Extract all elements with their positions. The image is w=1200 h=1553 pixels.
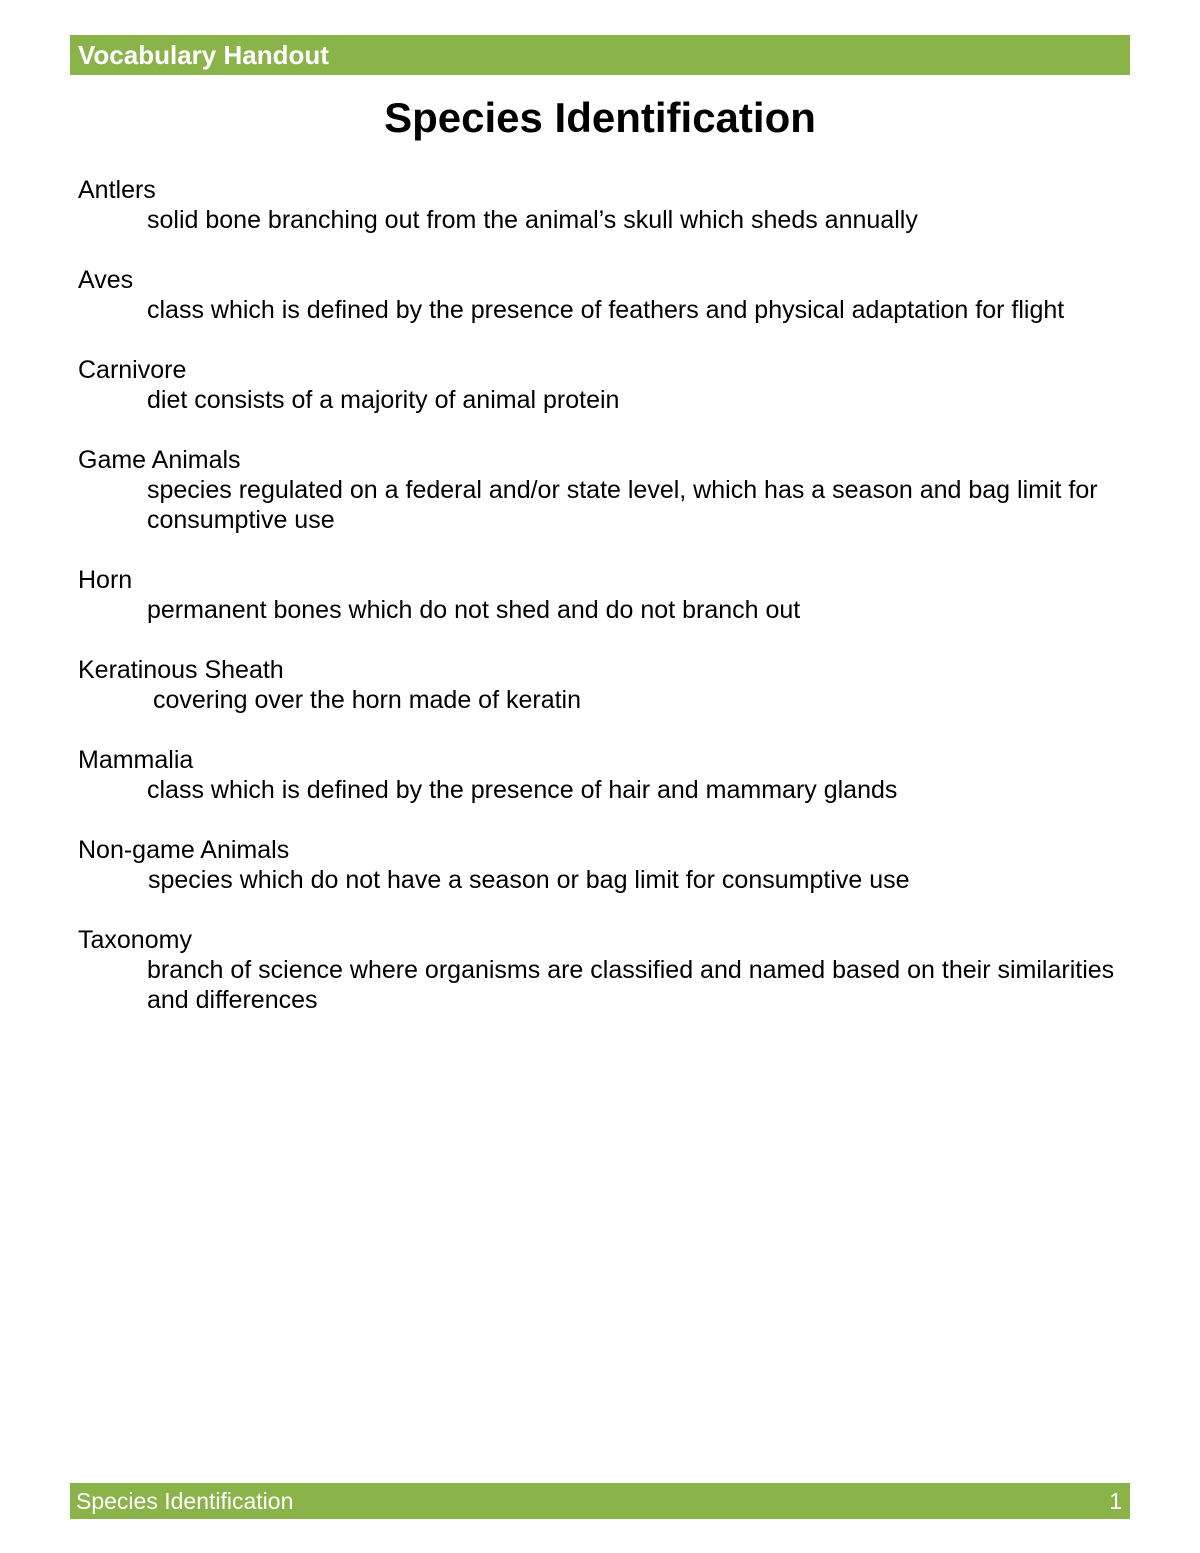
footer-label: Species Identification <box>76 1487 294 1514</box>
definition: branch of science where organisms are classified and named based on their similarities and differences <box>147 956 1115 1014</box>
page-number: 1 <box>1109 1487 1122 1514</box>
term: Keratinous Sheath <box>78 656 284 684</box>
vocabulary-entry <box>78 745 1118 805</box>
vocabulary-entry <box>78 655 1118 715</box>
vocabulary-entry <box>78 355 1118 415</box>
term: Aves <box>78 266 134 294</box>
definition: covering over the horn made of keratin <box>153 686 582 714</box>
definition: class which is defined by the presence of feathers and physical adaptation for flight <box>147 296 1065 324</box>
page-title: Species Identification <box>384 94 816 141</box>
header-label: Vocabulary Handout <box>78 39 329 70</box>
definition: species regulated on a federal and/or state level, which has a season and bag limit for consumptive use <box>147 476 1098 534</box>
vocabulary-entry <box>78 175 1118 235</box>
definition: diet consists of a majority of animal protein <box>147 386 620 414</box>
vocabulary-list <box>78 175 1118 1045</box>
vocabulary-entry <box>78 925 1118 1015</box>
vocabulary-entry <box>78 565 1118 625</box>
vocabulary-entry <box>78 445 1118 535</box>
term: Taxonomy <box>78 926 192 954</box>
term: Game Animals <box>78 446 241 474</box>
vocabulary-entry <box>78 835 1118 895</box>
term: Carnivore <box>78 356 187 384</box>
definition: class which is defined by the presence of hair and mammary glands <box>147 776 898 804</box>
definition: permanent bones which do not shed and do not branch out <box>147 596 801 624</box>
term: Horn <box>78 566 133 594</box>
term: Antlers <box>78 176 156 204</box>
definition: solid bone branching out from the animal’s skull which sheds annually <box>147 206 918 234</box>
vocabulary-entry <box>78 265 1118 325</box>
definition: species which do not have a season or bag limit for consumptive use <box>148 866 910 894</box>
term: Mammalia <box>78 746 194 774</box>
footer-bar <box>70 1483 1130 1519</box>
header-bar <box>70 35 1130 75</box>
term: Non-game Animals <box>78 836 290 864</box>
